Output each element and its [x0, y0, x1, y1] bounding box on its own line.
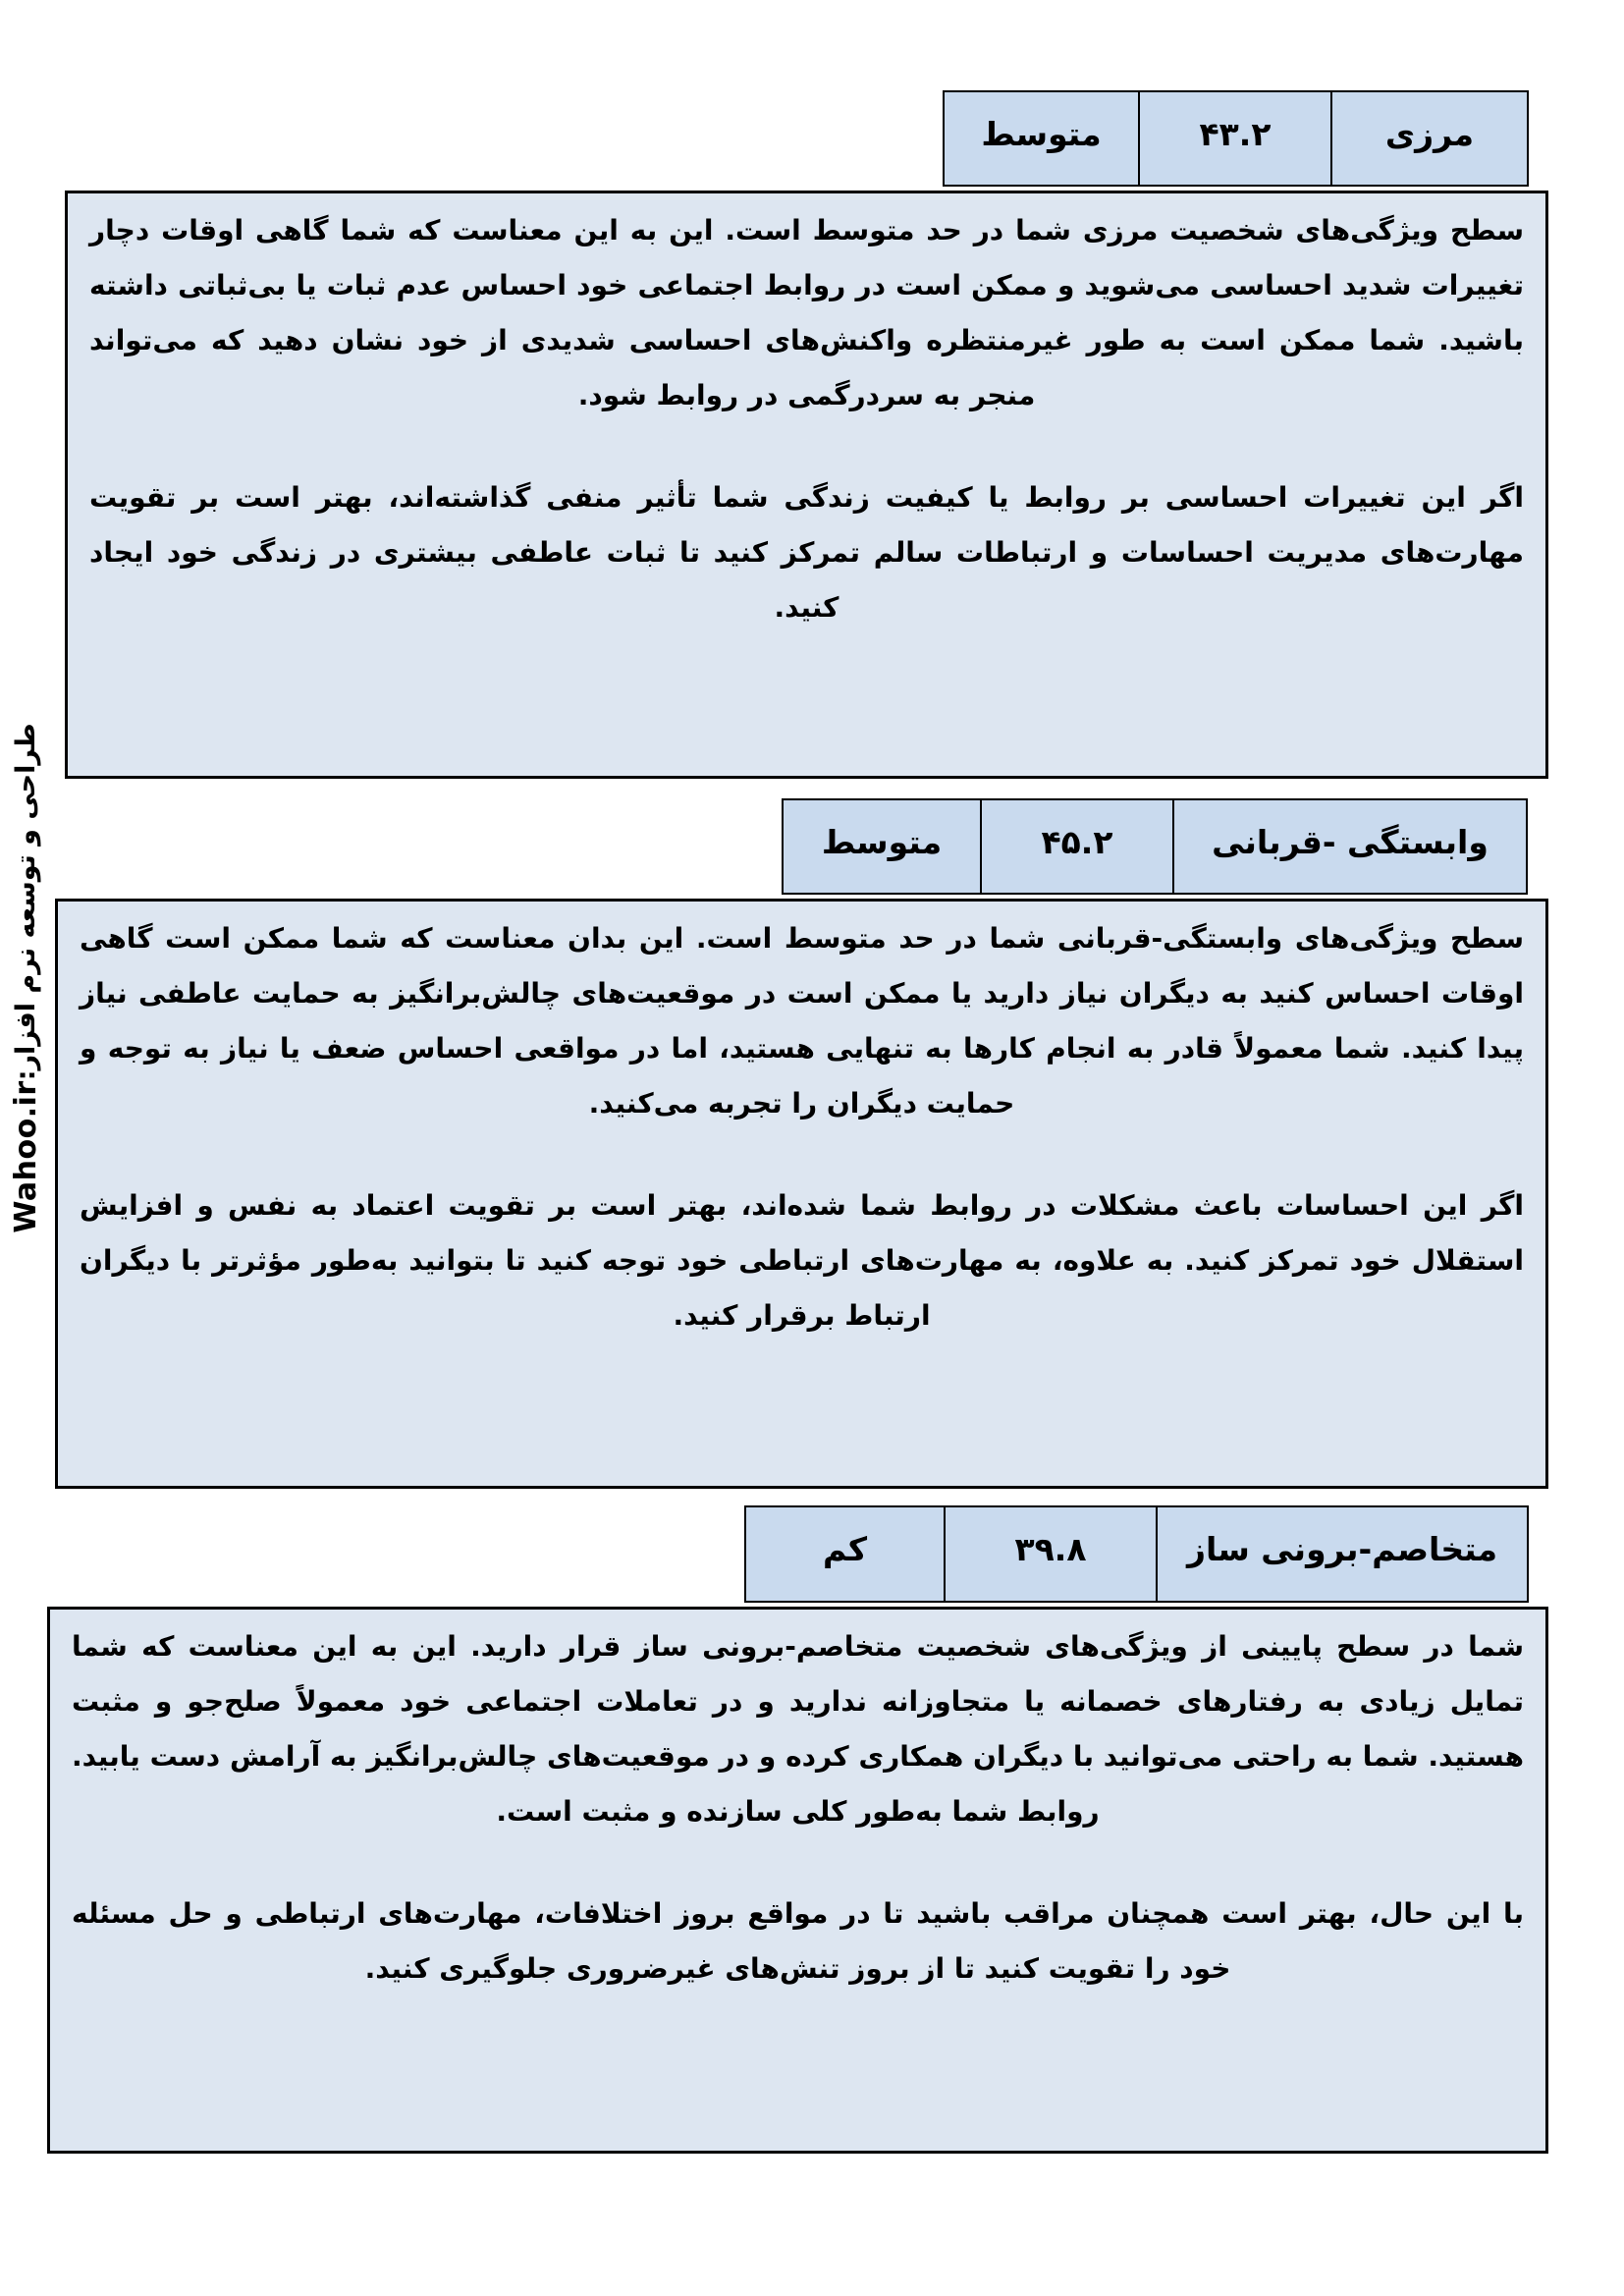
trait-header-borderline	[943, 90, 1529, 187]
trait-score-cell: ۴۵.۲	[982, 800, 1174, 893]
credit-brand: Wahoo.ir	[8, 1080, 43, 1233]
recommendation-paragraph: با این حال، بهتر است همچنان مراقب باشید تا در مواقع بروز اختلافات، مهارت‌های ارتباطی و حل مسئله خود را تقویت کنید تا از بروز تنش‌های غیرضروری جلوگیری کنید.	[72, 1897, 1524, 1985]
description-paragraph: شما در سطح پایینی از ویژگی‌های شخصیت متخاصم-برونی ساز قرار دارید. این به این معناست که شما تمایل زیادی به رفتارهای خصمانه یا متجاوزانه ندارید و در تعاملات اجتماعی خود معمولاً صلح‌جو و مثبت هستید. شما به راحتی می‌توانید با دیگران همکاری کرده و در موقعیت‌های چالش‌برانگیز به آرامش دست یابید. روابط شما به‌طور کلی سازنده و مثبت است.	[72, 1630, 1524, 1828]
trait-description-hostile-externalizing	[47, 1607, 1548, 2154]
trait-header-hostile-externalizing	[744, 1505, 1529, 1603]
recommendation-paragraph: اگر این تغییرات احساسی بر روابط یا کیفیت زندگی شما تأثیر منفی گذاشته‌اند، بهتر است بر تقویت مهارت‌های مدیریت احساسات و ارتباطات سالم تمرکز کنید تا ثبات عاطفی بیشتری در زندگی خود ایجاد کنید.	[89, 481, 1524, 624]
credit-text: طراحی و توسعه نرم افزار:	[10, 723, 41, 1081]
trait-header-dependency-victim	[782, 798, 1528, 895]
trait-name-cell: وابستگی -قربانی	[1212, 822, 1489, 861]
designer-credit	[4, 685, 47, 1290]
trait-description-borderline	[65, 191, 1548, 779]
trait-level-cell: کم	[746, 1507, 946, 1601]
trait-level-cell: متوسط	[784, 800, 982, 893]
trait-name-cell: متخاصم-برونی ساز	[1186, 1530, 1498, 1568]
trait-score-cell: ۴۳.۲	[1140, 92, 1332, 185]
recommendation-paragraph: اگر این احساسات باعث مشکلات در روابط شما شده‌اند، بهتر است بر تقویت اعتماد به نفس و افزایش استقلال خود تمرکز کنید. به علاوه، به مهارت‌های ارتباطی خود توجه کنید تا بتوانید به‌طور مؤثرتر با دیگران ارتباط برقرار کنید.	[80, 1189, 1524, 1332]
trait-level-cell: متوسط	[945, 92, 1140, 185]
trait-description-dependency-victim	[55, 899, 1548, 1489]
trait-score-cell: ۳۹.۸	[946, 1507, 1158, 1601]
trait-name-cell: مرزی	[1384, 114, 1475, 153]
description-paragraph: سطح ویژگی‌های شخصیت مرزی شما در حد متوسط است. این به این معناست که شما گاهی اوقات دچار تغییرات شدید احساسی می‌شوید و ممکن است در روابط اجتماعی خود احساس عدم ثبات یا بی‌ثباتی داشته باشید. شما ممکن است به طور غیرمنتظره واکنش‌های احساسی شدیدی از خود نشان دهید که می‌تواند منجر به سردرگمی در روابط شود.	[89, 214, 1524, 411]
description-paragraph: سطح ویژگی‌های وابستگی-قربانی شما در حد متوسط است. این بدان معناست که شما ممکن است گاهی اوقات احساس کنید به دیگران نیاز دارید یا ممکن است در موقعیت‌های چالش‌برانگیز به حمایت عاطفی نیاز پیدا کنید. شما معمولاً قادر به انجام کارها به تنهایی هستید، اما در مواقعی احساس ضعف یا نیاز به توجه و حمایت دیگران را تجربه می‌کنید.	[80, 922, 1524, 1120]
